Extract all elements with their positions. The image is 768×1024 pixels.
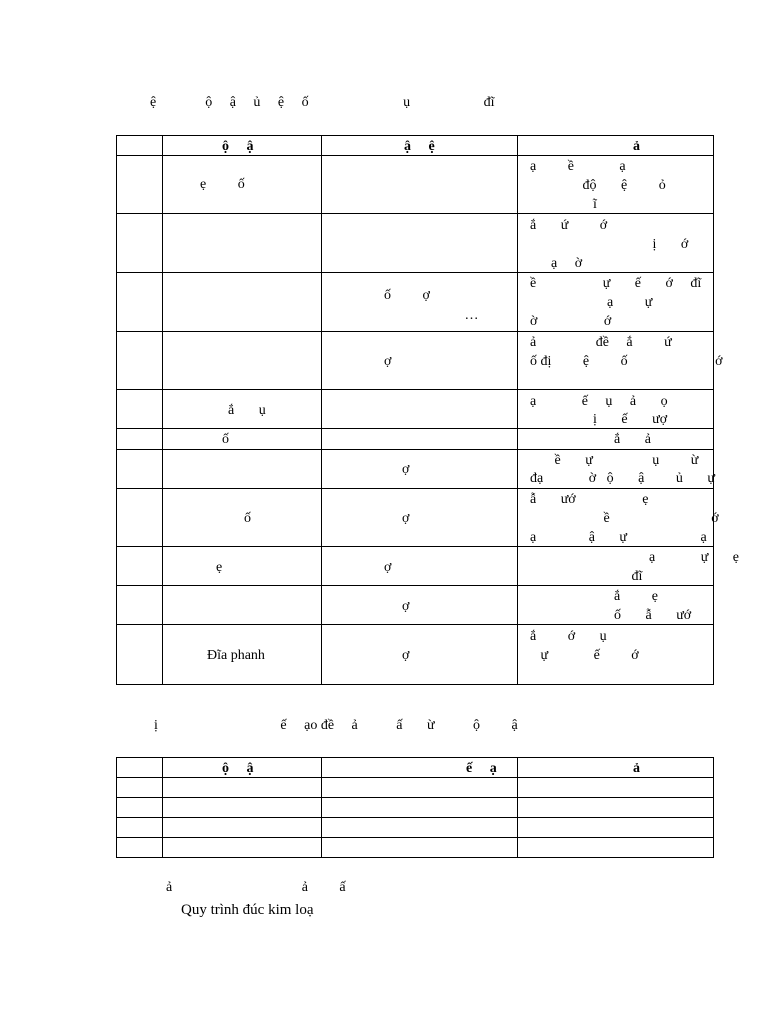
table-cell-part: ẹ ố <box>200 177 245 192</box>
table-header-desc: ả <box>633 139 640 154</box>
table-cell-part: Đĩa phanh <box>207 648 265 663</box>
table-cell-desc: đĩ <box>530 569 643 584</box>
table-cell-desc: ắ ẹ <box>530 589 658 604</box>
table-row-divider <box>116 389 714 390</box>
table-row-divider <box>116 213 714 214</box>
table-cell-part: ẹ <box>216 560 223 575</box>
table-cell-desc: ề ớ <box>530 511 719 526</box>
table-cell-desc: ẫ ướ ẹ <box>530 492 649 507</box>
table-col-divider <box>162 757 163 858</box>
table2-header-part: ộ ậ <box>222 761 254 776</box>
table-cell-desc: ố đị ệ ố ớ <box>530 354 723 369</box>
table-cell-material: ợ <box>384 354 392 369</box>
table-cell-desc: ề ự ế ớ đĩ <box>530 276 702 291</box>
table-cell-desc: ả đề ắ ứ <box>530 335 672 350</box>
manufacturing-table <box>116 757 714 858</box>
table-row-divider <box>116 449 714 450</box>
table-row-divider <box>116 837 714 838</box>
section-heading-1: ệ ộ ậ ủ ệ ố ụ đĩ <box>150 95 495 110</box>
table-cell-desc: đạ ờ ộ ậ ủ ự <box>530 471 715 486</box>
table-cell-material: ố ợ … <box>384 288 479 323</box>
table-cell-material: ợ <box>384 560 392 575</box>
table-cell-material: ợ <box>402 599 410 614</box>
table-cell-desc: ề ự ụ ừ <box>530 453 699 468</box>
table-col-divider <box>517 135 518 685</box>
table-cell-material: ợ <box>402 511 410 526</box>
table-row-divider <box>116 797 714 798</box>
table-cell-desc: ạ ự <box>530 295 653 310</box>
table-col-divider <box>321 757 322 858</box>
table-cell-desc: ắ ứ ớ <box>530 218 608 233</box>
table-cell-desc: ạ ậ ự ạ <box>530 530 707 545</box>
table-col-divider <box>321 135 322 685</box>
table-cell-desc: ĩ <box>530 197 597 212</box>
table-cell-desc: ố ẫ ướ <box>530 608 692 623</box>
table-cell-desc: ắ ả <box>530 432 651 447</box>
table-cell-desc: ạ ề ạ <box>530 159 626 174</box>
table-cell-desc: ự ế ớ <box>530 648 639 663</box>
table2-header-method: ế ạ <box>466 761 497 776</box>
table-row-divider <box>116 331 714 332</box>
table-cell-material: ợ <box>402 648 410 663</box>
table-col-divider <box>517 757 518 858</box>
table-cell-part: ắ ụ <box>228 403 266 418</box>
table-col-divider <box>162 135 163 685</box>
table-cell-desc: ạ ự ẹ <box>530 550 740 565</box>
table-cell-desc: ờ ớ <box>530 314 612 329</box>
table2-header-desc: ả <box>633 761 640 776</box>
table-cell-desc: ạ ờ <box>530 256 583 271</box>
table-row-divider <box>116 272 714 273</box>
footer-line-1: ả ả ấ <box>166 880 346 895</box>
table-row-divider <box>116 777 714 778</box>
table-cell-desc: ắ ớ ụ <box>530 629 607 644</box>
table-cell-part: ố <box>244 511 251 526</box>
table-header-material: ậ ệ <box>404 139 435 154</box>
table-cell-desc: ị ế ượ <box>530 412 668 427</box>
table-row-divider <box>116 488 714 489</box>
table-cell-part: ố <box>222 432 229 447</box>
footer-line-2: Quy trình đúc kim loạ <box>181 902 314 918</box>
table-cell-material: ợ <box>402 462 410 477</box>
table-header-part: ộ ậ <box>222 139 254 154</box>
table-row-divider <box>116 817 714 818</box>
table-cell-desc: ị ớ <box>530 237 689 252</box>
table-cell-desc: độ ệ ỏ <box>530 178 666 193</box>
section-heading-2: ị ế ạo đề ả ấ ừ ộ ậ <box>154 718 518 733</box>
table-cell-desc: ạ ế ụ ả ọ <box>530 394 668 409</box>
